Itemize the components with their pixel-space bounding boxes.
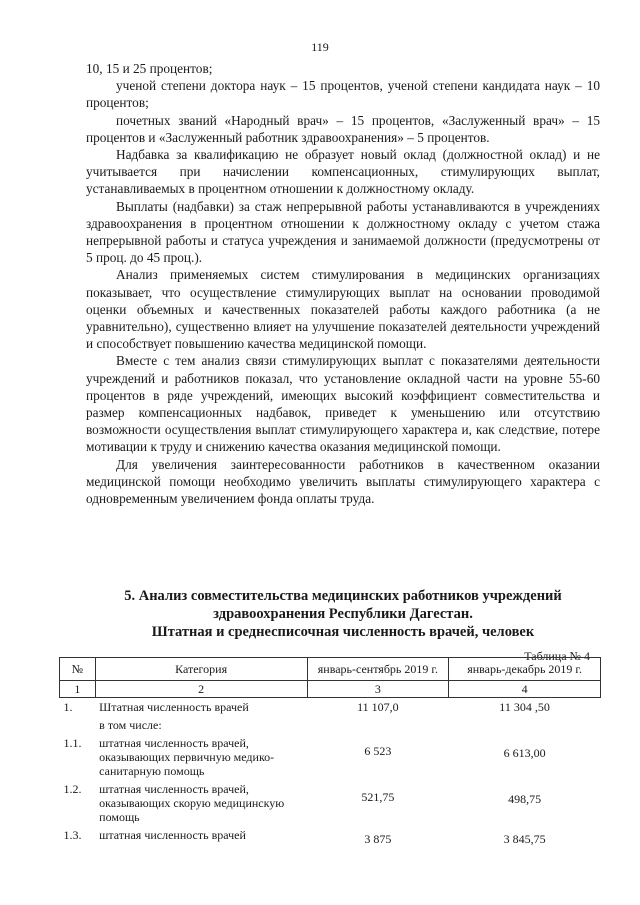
paragraph: Вместе с тем анализ связи стимулирующих выплат с показателями деятельности учреждений и работников показал, что установление окладной части на уровне 55-60 процентов в ряде учреждений, имеющих высокий коэффициент совместительства и размер компенсационных надбавок, приведет к уменьшению или отсутствию возможности осуществления выплат стимулирующего характера и, как следствие, потере мотивации к труду и снижению качества оказания медицинской помощи. bbox=[86, 353, 600, 455]
row-number: 1.3. bbox=[63, 828, 82, 842]
table-row bbox=[60, 826, 601, 848]
header-col-number: 2 bbox=[95, 681, 307, 698]
header-col-number: 4 bbox=[449, 681, 601, 698]
section-title-line: Штатная и среднесписочная численность врачей, человек bbox=[151, 624, 535, 640]
row-value-1: 3 875 bbox=[364, 832, 392, 846]
paragraph: 10, 15 и 25 процентов; bbox=[86, 61, 213, 76]
row-value-1 bbox=[307, 716, 449, 734]
section-title-line: 5. Анализ совместительства медицинских работников учреждений bbox=[124, 588, 562, 604]
row-category: штатная численность врачей, оказывающих скорую медицинскую помощь bbox=[99, 782, 285, 824]
table-row bbox=[60, 734, 601, 780]
row-number: 1.2. bbox=[63, 782, 82, 796]
row-value-2 bbox=[449, 716, 601, 734]
section-title-line: здравоохранения Республики Дагестан. bbox=[213, 606, 473, 622]
header-col-number: 3 bbox=[307, 681, 449, 698]
header-col-number: 1 bbox=[60, 681, 96, 698]
paragraph: почетных званий «Народный врач» – 15 процентов, «Заслуженный врач» – 15 процентов и «Заслуженный работник здравоохранения» – 5 процентов. bbox=[86, 112, 600, 145]
document-body bbox=[86, 60, 600, 507]
row-value-2: 11 304 ,50 bbox=[499, 700, 550, 714]
row-value-1: 11 107,0 bbox=[357, 700, 399, 714]
header-period-2: январь-декабрь 2019 г. bbox=[449, 658, 601, 681]
row-category: в том числе: bbox=[99, 718, 162, 732]
page-number: 119 bbox=[311, 40, 329, 54]
section-title bbox=[86, 587, 600, 641]
row-value-2: 6 613,00 bbox=[503, 746, 546, 760]
paragraph: Надбавка за квалификацию не образует новый оклад (должностной оклад) и не учитывается при начислении компенсационных, стимулирующих выплат, устанавливаемых в процентном отношении к должностному окладу. bbox=[86, 147, 600, 197]
staff-table bbox=[59, 657, 601, 848]
row-number: 1. bbox=[63, 700, 73, 714]
header-category: Категория bbox=[95, 658, 307, 681]
row-category: штатная численность врачей, оказывающих первичную медико-санитарную помощь bbox=[99, 736, 275, 778]
header-period-1: январь-сентябрь 2019 г. bbox=[307, 658, 449, 681]
header-no: № bbox=[60, 658, 96, 681]
row-number: 1.1. bbox=[63, 736, 82, 750]
paragraph: ученой степени доктора наук – 15 процентов, ученой степени кандидата наук – 10 процентов; bbox=[86, 78, 600, 111]
row-number bbox=[60, 716, 96, 734]
paragraph: Выплаты (надбавки) за стаж непрерывной работы устанавливаются в учреждениях здравоохранения в процентном отношении к должностному окладу с учетом стажа непрерывной работы и статуса учреждения и занимаемой должности (предусмотрены от 5 проц. до 45 проц.). bbox=[86, 198, 600, 266]
row-category: штатная численность врачей bbox=[99, 828, 246, 842]
table-row bbox=[60, 716, 601, 734]
table-row bbox=[60, 698, 601, 717]
row-category: Штатная численность врачей bbox=[99, 700, 249, 714]
row-value-2: 3 845,75 bbox=[503, 832, 546, 846]
row-value-1: 6 523 bbox=[364, 744, 392, 758]
row-value-1: 521,75 bbox=[361, 790, 395, 804]
table-caption: Таблица № 4 bbox=[524, 649, 590, 663]
paragraph: Анализ применяемых систем стимулирования в медицинских организациях показывает, что осуществление стимулирующих выплат на основании проводимой оценки объемных и качественных показателей работы каждого работника (а не уравнительно), существенно влияет на улучшение показателей деятельности учреждений и способствует повышению качества медицинской помощи. bbox=[86, 267, 600, 352]
row-value-2: 498,75 bbox=[508, 792, 542, 806]
table-row bbox=[60, 780, 601, 826]
paragraph: Для увеличения заинтересованности работников в качественном оказании медицинской помощи необходимо увеличить выплаты стимулирующего характера с одновременным увеличением фонда оплаты труда. bbox=[86, 456, 600, 507]
